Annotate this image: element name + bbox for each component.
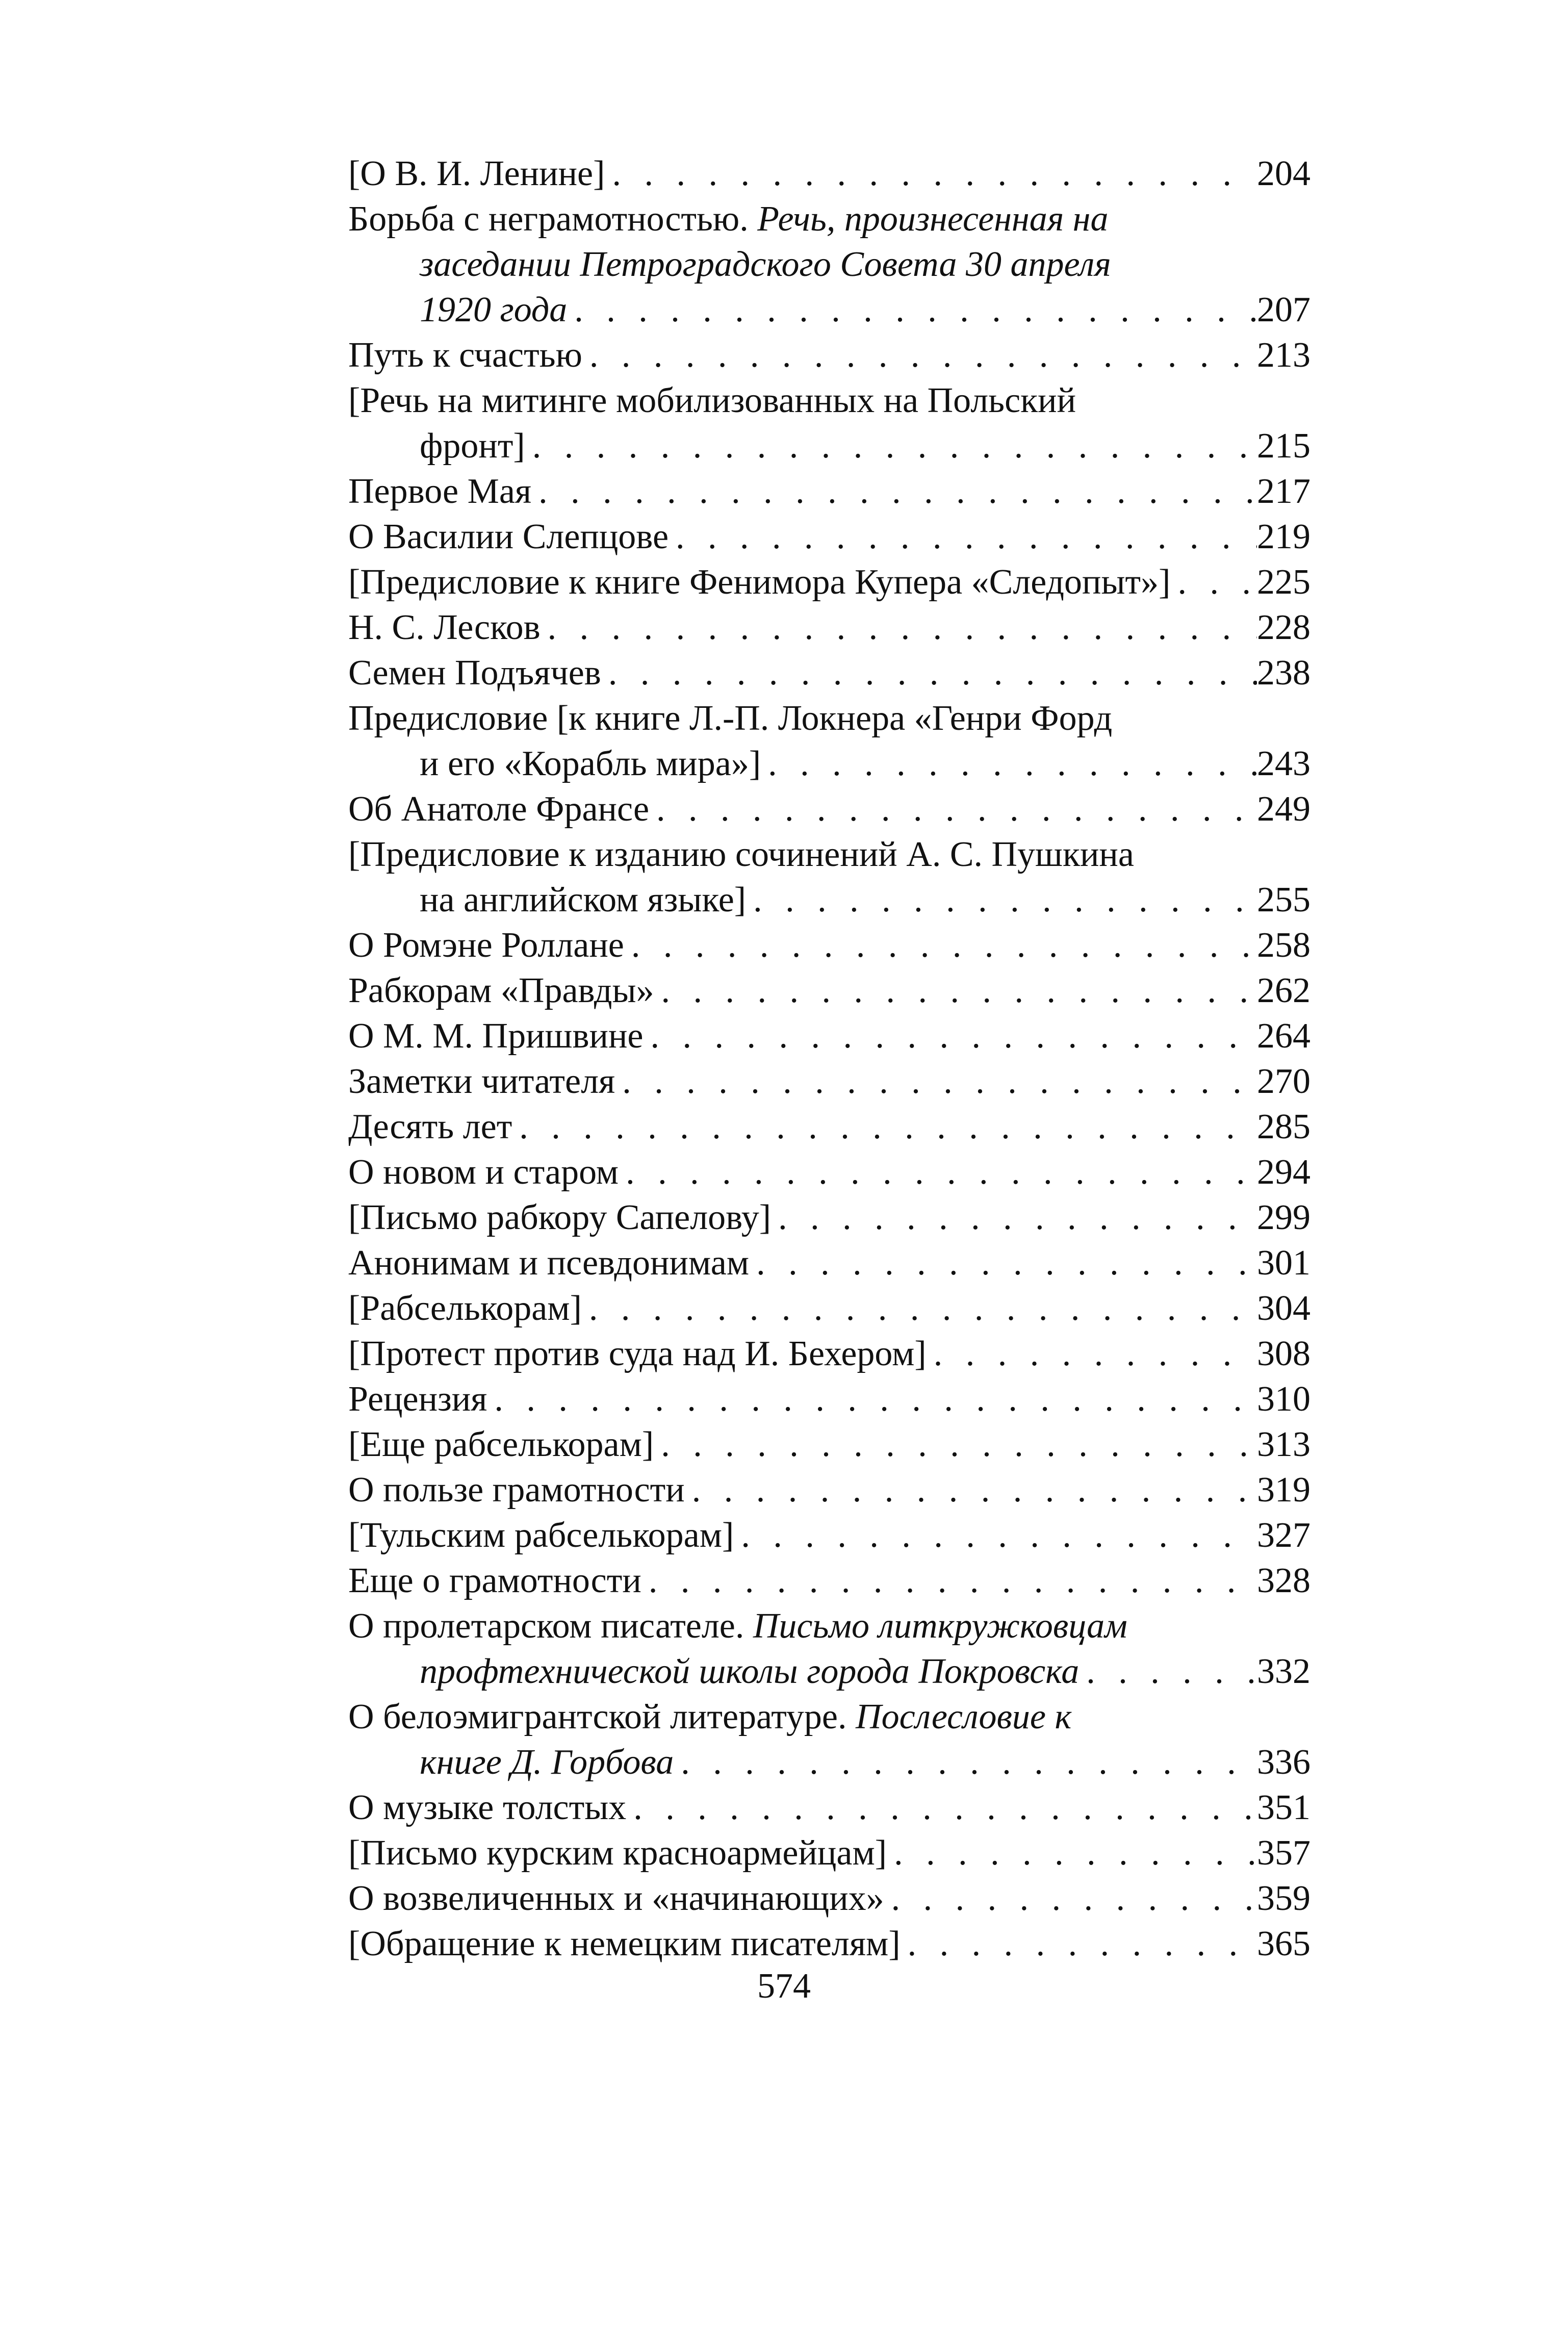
toc-entry-title-text: Десять лет: [348, 1107, 512, 1146]
toc-entry-line: [348, 1286, 1310, 1331]
toc-page-number: 217: [1257, 472, 1310, 511]
toc-entry-line: [348, 1422, 1310, 1467]
toc-entry-line: [348, 1785, 1310, 1830]
toc-entry-title-text: Анонимам и псевдонимам: [348, 1243, 750, 1283]
toc-entry-title-text: Путь к счастью: [348, 336, 582, 375]
toc-entry-title-text: [Рабселькорам]: [348, 1289, 582, 1328]
toc-entry-title: [348, 1876, 884, 1921]
dot-leader: [884, 1876, 1257, 1921]
toc-entry-title-text: Еще о грамотности: [348, 1561, 641, 1600]
toc-entry-title-text: О пользе грамотности: [348, 1470, 685, 1510]
dot-leader: [649, 786, 1257, 832]
toc-entry-line: [348, 1013, 1310, 1059]
toc-entry-title: [348, 1104, 512, 1150]
toc-page-number: 225: [1257, 563, 1310, 602]
toc-entry-title: [348, 1785, 626, 1830]
toc-entry-title: [348, 1195, 771, 1240]
toc-entry-title-text: [Предисловие к книге Фенимора Купера «Следопыт»]: [348, 563, 1171, 602]
toc-entry-title: [348, 923, 624, 968]
toc-page-number: 336: [1257, 1743, 1310, 1782]
toc-entry-title-text: Рецензия: [348, 1380, 487, 1419]
toc-entry-title: [348, 1513, 734, 1558]
toc-entry-title: [348, 333, 582, 378]
dot-leader: [761, 741, 1257, 786]
dot-leader: [644, 1013, 1257, 1059]
toc-entry: [348, 1150, 1310, 1195]
dot-leader: [887, 1830, 1257, 1876]
dot-leader: [734, 1513, 1257, 1558]
toc-entry-title: [348, 968, 654, 1013]
toc-entry-title: [348, 1013, 644, 1059]
dot-leader: [601, 650, 1257, 696]
toc-entry-line: [348, 1876, 1310, 1921]
toc-entry: [348, 1376, 1310, 1422]
toc-entry-title-text: О М. М. Пришвине: [348, 1016, 644, 1056]
toc-entry-title-text: Рабкорам «Правды»: [348, 971, 654, 1010]
toc-entry: [348, 1059, 1310, 1104]
toc-entry-title: [348, 1376, 487, 1422]
toc-entry-line: [348, 378, 1310, 423]
toc-entry-subtitle: книге Д. Горбова: [420, 1743, 674, 1782]
toc-entry-line: [348, 1195, 1310, 1240]
toc-entry-title-text: и его «Корабль мира»]: [420, 744, 761, 783]
toc-entry-line: [348, 469, 1310, 514]
toc-entry: [348, 1921, 1310, 1966]
toc-entry-title: [420, 242, 1111, 287]
toc-entry-title-text: О музыке толстых: [348, 1788, 627, 1827]
toc-entry-title: [420, 1649, 1079, 1694]
toc-entry-title-text: О возвеличенных и «начинающих»: [348, 1879, 884, 1918]
toc-entry-title: [348, 786, 649, 832]
toc-entry-title-text: [Письмо курским красноармейцам]: [348, 1833, 887, 1873]
dot-leader: [685, 1467, 1257, 1513]
dot-leader: [525, 423, 1257, 469]
toc-entry: [348, 196, 1310, 333]
toc-entry-line: [348, 1513, 1310, 1558]
dot-leader: [582, 1286, 1257, 1331]
toc-entry-line: [348, 877, 1310, 923]
toc-entry-line: [348, 650, 1310, 696]
toc-entry: [348, 1195, 1310, 1240]
toc-entry: [348, 696, 1310, 786]
dot-leader: [669, 514, 1257, 559]
toc-page-number: 304: [1257, 1289, 1310, 1328]
toc-page-number: 258: [1257, 926, 1310, 965]
toc-entry-subtitle: Послесловие к: [856, 1697, 1072, 1736]
toc-entry-title: [348, 151, 605, 196]
toc-page-number: 215: [1257, 426, 1310, 466]
toc-entry-line: [348, 968, 1310, 1013]
toc-entry-line: [348, 242, 1310, 287]
dot-leader: [654, 968, 1257, 1013]
page-number: 574: [757, 1966, 811, 2006]
toc-entry-line: [348, 1921, 1310, 1966]
toc-entry-line: [348, 605, 1310, 650]
dot-leader: [1170, 559, 1257, 605]
toc-page-number: 238: [1257, 653, 1310, 693]
toc-entry-line: [348, 786, 1310, 832]
toc-entry-title-text: Первое Мая: [348, 472, 532, 511]
toc-entry-title-text: фронт]: [420, 426, 525, 466]
toc-entry-title-text: Семен Подъячев: [348, 653, 601, 693]
dot-leader: [487, 1376, 1257, 1422]
toc-entry-line: [348, 1150, 1310, 1195]
toc-entry-title: [348, 1694, 1071, 1740]
toc-entry-line: [348, 1331, 1310, 1376]
toc-page-number: 213: [1257, 336, 1310, 375]
dot-leader: [531, 469, 1257, 514]
toc-entry-line: [348, 696, 1310, 741]
toc-entry: [348, 559, 1310, 605]
dot-leader: [619, 1150, 1257, 1195]
dot-leader: [582, 333, 1257, 378]
toc-entry-line: [348, 423, 1310, 469]
toc-page-number: 310: [1257, 1380, 1310, 1419]
toc-entry-line: [348, 287, 1310, 333]
dot-leader: [512, 1104, 1257, 1150]
toc-page-number: 228: [1257, 608, 1310, 647]
dot-leader: [541, 605, 1257, 650]
dot-leader: [624, 923, 1257, 968]
toc-entry-line: [348, 196, 1310, 242]
toc-entry: [348, 1467, 1310, 1513]
toc-page-number: 207: [1257, 290, 1310, 329]
toc-entry-title: [348, 1830, 887, 1876]
toc-page-number: 285: [1257, 1107, 1310, 1146]
toc-entry-title-text: [Еще рабселькорам]: [348, 1425, 654, 1464]
toc-entry-subtitle: профтехнической школы города Покровска: [420, 1652, 1079, 1691]
toc-entry: [348, 378, 1310, 469]
toc-entry-line: [348, 1240, 1310, 1286]
toc-entry: [348, 650, 1310, 696]
dot-leader: [654, 1422, 1257, 1467]
toc-page-number: 301: [1257, 1243, 1310, 1283]
toc-page-number: 359: [1257, 1879, 1310, 1918]
toc-page-number: 319: [1257, 1470, 1310, 1510]
toc-entry-title: [348, 196, 1108, 242]
toc-entry-title-text: [Предисловие к изданию сочинений А. С. Пушкина: [348, 835, 1134, 874]
toc-entry-line: [348, 1603, 1310, 1649]
toc-entry: [348, 151, 1310, 196]
toc-entry-title-text: на английском языке]: [420, 880, 747, 919]
toc-page-number: 332: [1257, 1652, 1310, 1691]
toc-entry: [348, 1830, 1310, 1876]
dot-leader: [771, 1195, 1257, 1240]
dot-leader: [605, 151, 1257, 196]
toc-entry-title-text: О пролетарском писателе.: [348, 1606, 753, 1646]
toc-entry: [348, 1286, 1310, 1331]
toc-entry: [348, 1513, 1310, 1558]
toc-entry-title: [348, 1422, 654, 1467]
toc-entry-line: [348, 1558, 1310, 1603]
toc-entry-title: [348, 1240, 749, 1286]
toc-entry-subtitle: Речь, произнесенная на: [757, 199, 1109, 239]
toc-entry-title: [348, 1286, 582, 1331]
toc-page-number: 204: [1257, 154, 1310, 193]
toc-page-number: 299: [1257, 1198, 1310, 1237]
toc-page-number: 264: [1257, 1016, 1310, 1056]
toc-entry: [348, 1603, 1310, 1694]
toc-page-number: 313: [1257, 1425, 1310, 1464]
toc-entry-title-text: Н. С. Лесков: [348, 608, 541, 647]
toc-entry: [348, 333, 1310, 378]
toc-entry-title: [348, 832, 1134, 877]
dot-leader: [567, 287, 1257, 333]
toc-page-number: 327: [1257, 1516, 1310, 1555]
toc-entry: [348, 923, 1310, 968]
toc-entry-line: [348, 1376, 1310, 1422]
toc-entry-title-text: [Письмо рабкору Сапелову]: [348, 1198, 772, 1237]
toc-entry-title-text: [Тульским рабселькорам]: [348, 1516, 734, 1555]
toc-page-number: 308: [1257, 1334, 1310, 1373]
toc-entry-subtitle: 1920 года: [420, 290, 568, 329]
toc-entry-title: [420, 1740, 674, 1785]
toc-entry-subtitle: заседании Петроградского Совета 30 апреля: [420, 245, 1111, 284]
toc-entry-title-text: [Речь на митинге мобилизованных на Польский: [348, 381, 1076, 420]
toc-entry-line: [348, 1104, 1310, 1150]
toc-entry: [348, 1694, 1310, 1785]
dot-leader: [746, 877, 1257, 923]
toc-entry-line: [348, 559, 1310, 605]
toc-entry-line: [348, 1649, 1310, 1694]
toc-entry-line: [348, 741, 1310, 786]
toc-entry: [348, 1331, 1310, 1376]
toc-entry-line: [348, 1467, 1310, 1513]
toc-entry-line: [348, 333, 1310, 378]
toc-entry: [348, 832, 1310, 923]
dot-leader: [927, 1331, 1257, 1376]
dot-leader: [749, 1240, 1257, 1286]
dot-leader: [1079, 1649, 1257, 1694]
toc-entry: [348, 786, 1310, 832]
toc-entry-title-text: [Протест против суда над И. Бехером]: [348, 1334, 927, 1373]
toc-page-number: 365: [1257, 1924, 1310, 1963]
toc-entry: [348, 514, 1310, 559]
toc-entry-title: [348, 605, 541, 650]
toc-entry-title: [348, 1059, 615, 1104]
toc-entry-title: [348, 1331, 927, 1376]
toc-entry-title: [420, 741, 761, 786]
toc-entry-title: [348, 1150, 619, 1195]
toc-page-number: 328: [1257, 1561, 1310, 1600]
toc-entry: [348, 1876, 1310, 1921]
toc-entry-title: [420, 877, 746, 923]
toc-entry-title-text: [О В. И. Ленине]: [348, 154, 605, 193]
table-of-contents: [348, 151, 1310, 1966]
toc-page-number: 219: [1257, 517, 1310, 556]
toc-entry-title: [348, 559, 1170, 605]
dot-leader: [901, 1921, 1257, 1966]
toc-entry: [348, 1422, 1310, 1467]
toc-entry-title: [348, 1921, 901, 1966]
toc-entry: [348, 1240, 1310, 1286]
toc-entry-line: [348, 1694, 1310, 1740]
toc-entry-title: [348, 469, 531, 514]
toc-entry-title-text: Борьба с неграмотностью.: [348, 199, 758, 239]
toc-entry-title: [348, 1467, 685, 1513]
toc-entry-title-text: Об Анатоле Франсе: [348, 789, 650, 829]
toc-entry-title-text: О Василии Слепцове: [348, 517, 669, 556]
toc-page-number: 270: [1257, 1062, 1310, 1101]
dot-leader: [615, 1059, 1257, 1104]
toc-entry-line: [348, 1740, 1310, 1785]
toc-entry-title: [348, 696, 1112, 741]
toc-entry-title: [420, 287, 567, 333]
toc-entry-title: [420, 423, 525, 469]
dot-leader: [674, 1740, 1257, 1785]
toc-entry-title-text: Заметки читателя: [348, 1062, 615, 1101]
toc-entry-title-text: [Обращение к немецким писателям]: [348, 1924, 901, 1963]
toc-entry-subtitle: Письмо литкружковцам: [753, 1606, 1127, 1646]
toc-entry: [348, 1013, 1310, 1059]
toc-entry: [348, 605, 1310, 650]
toc-page-number: 255: [1257, 880, 1310, 919]
toc-page-number: 243: [1257, 744, 1310, 783]
toc-page-number: 357: [1257, 1833, 1310, 1873]
toc-entry-title: [348, 514, 669, 559]
toc-entry: [348, 1785, 1310, 1830]
toc-entry: [348, 1558, 1310, 1603]
dot-leader: [626, 1785, 1257, 1830]
toc-entry-title-text: О Ромэне Роллане: [348, 926, 624, 965]
toc-page-number: 249: [1257, 789, 1310, 829]
toc-entry: [348, 968, 1310, 1013]
dot-leader: [641, 1558, 1257, 1603]
toc-entry-line: [348, 514, 1310, 559]
toc-entry-title: [348, 650, 601, 696]
toc-entry-title-text: О новом и старом: [348, 1153, 619, 1192]
toc-entry-line: [348, 923, 1310, 968]
toc-page-number: 262: [1257, 971, 1310, 1010]
toc-entry-title-text: Предисловие [к книге Л.-П. Локнера «Генри Форд: [348, 699, 1113, 738]
toc-entry-line: [348, 151, 1310, 196]
toc-entry-line: [348, 1059, 1310, 1104]
toc-entry-title-text: О белоэмигрантской литературе.: [348, 1697, 856, 1736]
toc-entry-title: [348, 378, 1076, 423]
toc-page-number: 351: [1257, 1788, 1310, 1827]
toc-entry-title: [348, 1603, 1127, 1649]
toc-entry-line: [348, 1830, 1310, 1876]
toc-page-number: 294: [1257, 1153, 1310, 1192]
toc-entry: [348, 1104, 1310, 1150]
toc-entry: [348, 469, 1310, 514]
toc-entry-line: [348, 832, 1310, 877]
toc-entry-title: [348, 1558, 641, 1603]
